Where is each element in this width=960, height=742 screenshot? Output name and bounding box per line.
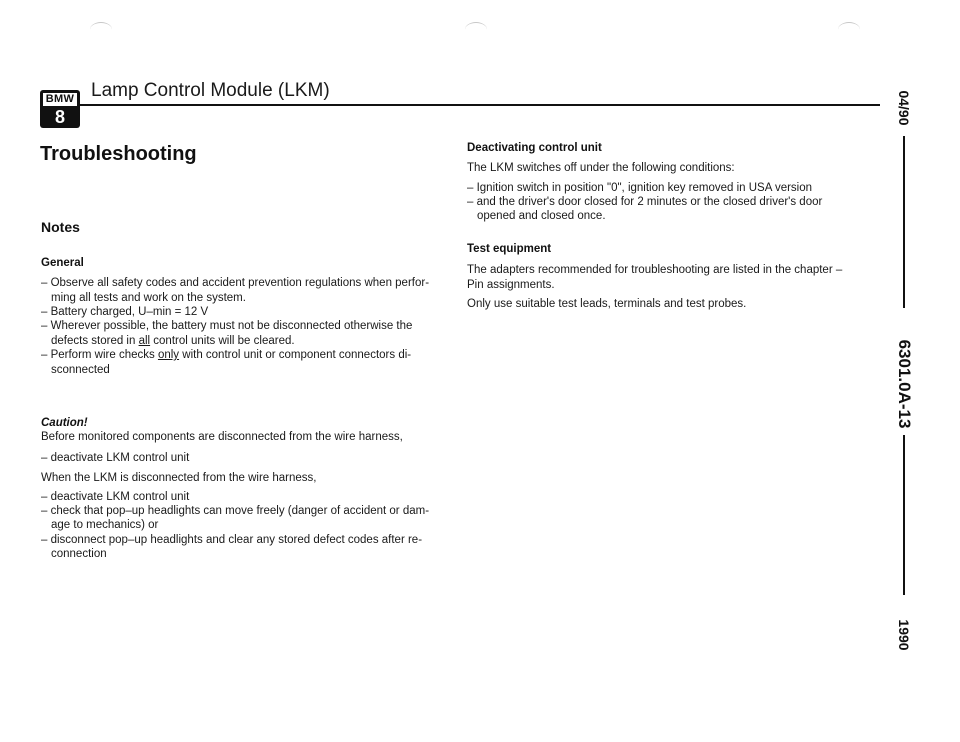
caution-line-1: Before monitored components are disconnected from the wire harness, (41, 431, 403, 443)
general-line-1: – Observe all safety codes and accident prevention regulations when perfor- (41, 277, 430, 289)
section-title: Troubleshooting (40, 143, 197, 165)
test-equipment-line-3: Only use suitable test leads, terminals and test probes. (467, 298, 747, 310)
general-line-2: ming all tests and work on the system. (51, 292, 246, 304)
emphasis-all: all (138, 335, 151, 347)
caution-line-2: – deactivate LKM control unit (41, 452, 190, 464)
general-line-4: – Wherever possible, the battery must not be disconnected otherwise the (41, 320, 413, 332)
deactivating-line-2: – Ignition switch in position "0", ignition key removed in USA version (467, 182, 813, 194)
caution-line-7: – disconnect pop–up headlights and clear any stored defect codes after re- (41, 534, 423, 546)
deactivating-line-3: – and the driver's door closed for 2 minutes or the closed driver's door (467, 196, 823, 208)
test-equipment-line-1: The adapters recommended for troubleshooting are listed in the chapter – (467, 264, 843, 276)
general-line-3: – Battery charged, U–min = 12 V (41, 306, 209, 318)
general-line-6 (41, 349, 411, 363)
general-heading: General (41, 257, 84, 269)
margin-rule-upper (903, 136, 905, 308)
caution-line-4: – deactivate LKM control unit (41, 491, 190, 503)
caution-line-8: connection (51, 548, 107, 560)
margin-date: 04/90 (896, 90, 912, 126)
logo-series-number: 8 (54, 107, 65, 127)
registration-mark-center (465, 22, 487, 37)
text-run: defects stored in (51, 335, 139, 347)
deactivating-line-4: opened and closed once. (477, 210, 606, 222)
text-run: – Perform wire checks (41, 349, 158, 361)
deactivating-heading: Deactivating control unit (467, 142, 602, 154)
logo-brand: BMW (43, 93, 77, 106)
registration-mark-right (838, 22, 860, 37)
deactivating-line-1: The LKM switches off under the following conditions: (467, 162, 735, 174)
header-divider (80, 104, 880, 106)
test-equipment-line-2: Pin assignments. (467, 279, 555, 291)
test-equipment-heading: Test equipment (467, 243, 552, 255)
general-line-7: sconnected (51, 364, 110, 376)
bmw-series-logo (40, 90, 80, 128)
margin-year: 1990 (896, 619, 912, 651)
text-run: with control unit or component connectors di- (179, 349, 412, 361)
caution-line-6: age to mechanics) or (51, 519, 159, 531)
margin-document-number: 6301.0A-13 (895, 339, 914, 429)
caution-line-5: – check that pop–up headlights can move freely (danger of accident or dam- (41, 505, 430, 517)
general-line-5 (51, 335, 295, 349)
margin-rule-lower (903, 435, 905, 595)
caution-line-3: When the LKM is disconnected from the wire harness, (41, 472, 317, 484)
page-header-title: Lamp Control Module (LKM) (91, 80, 330, 101)
registration-mark-left (90, 22, 112, 37)
text-run: control units will be cleared. (150, 335, 295, 347)
emphasis-only: only (157, 349, 180, 361)
notes-heading: Notes (41, 219, 80, 235)
caution-heading: Caution! (41, 417, 88, 429)
